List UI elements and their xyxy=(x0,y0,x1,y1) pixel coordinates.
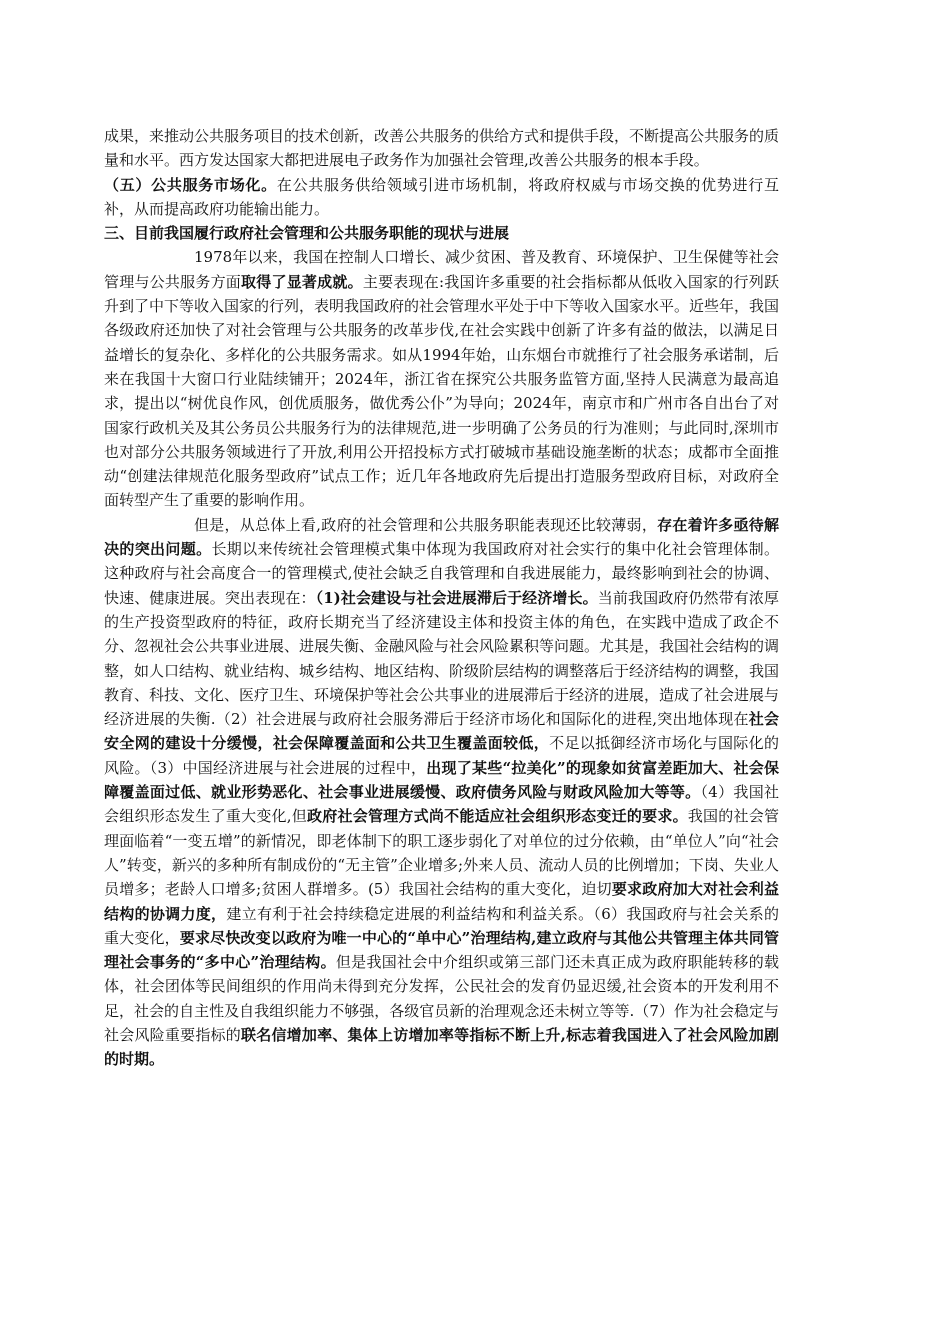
paragraph-text: 但是我国社会中介组织或第三部门还未真正成为政府职能转移的载体，社会团体等民间组织的作用尚未得到充分发挥，公民社会的发育仍显迟缓,社会资本的开发利用不足，社会的自主性及自我组织能力不够强，各级官员新的治理观念还未树立等等.（7）作为社会稳定与社会风险重要指标的 xyxy=(104,953,779,1044)
section-heading-3: 三、目前我国履行政府社会管理和公共服务职能的现状与进展 xyxy=(104,224,510,243)
bold-phrase: 联名信增加率、集体上访增加率等指标不断上升,标志着我国进入了社会风险加剧的时期。 xyxy=(104,1025,779,1069)
bold-phrase: 出现了某些“拉美化”的现象如贫富差距加大、社会保障覆盖面过低、就业形势恶化、社会事业进展缓慢、政府债务风险与财政风险加大等等。 xyxy=(104,758,780,802)
paragraph-text: 长期以来传统社会管理模式集中体现为我国政府对社会实行的集中化社会管理体制。这种政府与社会高度合一的管理模式,使社会缺乏自我管理和自我进展能力，最终影响到社会的协调、快速、健康进展。突出表现在： xyxy=(104,540,779,607)
bold-phrase: 社会安全网的建设十分缓慢，社会保障覆盖面和公共卫生覆盖面较低， xyxy=(104,710,779,753)
paragraph-text: 成果，来推动公共服务项目的技术创新，改善公共服务的供给方式和提供手段，不断提高公共服务的质量和水平。西方发达国家大都把进展电子政务作为加强社会管理,改善公共服务的根本手段。 xyxy=(104,127,780,170)
bold-phrase: 要求尽快改变以政府为唯一中心的“单中心”治理结构,建立政府与其他公共管理主体共同管理社会事务的“多中心”治理结构。 xyxy=(104,928,779,972)
paragraph-text: 当前我国政府仍然带有浓厚的生产投资型政府的特征，政府长期充当了经济建设主体和投资主体的角色，在实践中造成了政企不分、忽视社会公共事业进展、进展失衡、金融风险与社会风险累积等问题。尤其是，我国社会结构的调整，如人口结构、就业结构、城乡结构、地区结构、阶级阶层结构的调整落后于经济结构的调整，我国教育、科技、文化、医疗卫生、环境保护等社会公共事业的进展滞后于经济的进展，造成了社会进展与经济进展的失衡.（2）社会进展与政府社会服务滞后于经济市场化和国际化的进程,突出地体现在 xyxy=(104,588,780,729)
paragraph-marketization xyxy=(104,173,779,222)
paragraph-achievements xyxy=(104,245,779,512)
paragraph-text: 我国的社会管理面临着“一变五增”的新情况，即老体制下的职工逐步弱化了对单位的过分依赖，由“单位人”向“社会人”转变，新兴的多种所有制成份的“无主管”企业增多;外来人员、流动人员的比例增加；下岗、失业人员增多；老龄人口增多;贫困人群增多。(5）我国社会结构的重大变化，迫切 xyxy=(104,807,779,899)
paragraph-text: 但是，从总体上看,政府的社会管理和公共服务职能表现还比较薄弱， xyxy=(194,515,658,534)
paragraph-egovernment xyxy=(104,124,779,173)
bold-phrase: 取得了显著成就。 xyxy=(241,272,363,291)
bold-phrase: 政府社会管理方式尚不能适应社会组织形态变迁的要求。 xyxy=(307,807,688,826)
paragraph-text: （4）我国社会组织形态发生了重大变化,但 xyxy=(104,783,779,826)
paragraph-problems xyxy=(104,513,779,1072)
bold-phrase: 存在着许多亟待解决的突出问题。 xyxy=(104,515,779,559)
bold-phrase: 要求政府加大对社会利益结构的协调力度， xyxy=(104,880,779,923)
paragraph-text: 在公共服务供给领域引进市场机制，将政府权威与市场交换的优势进行互补，从而提高政府功能输出能力。 xyxy=(104,175,779,218)
paragraph-text: 不足以抵御经济市场化与国际化的风险。（3）中国经济进展与社会进展的过程中， xyxy=(104,734,779,777)
paragraph-text: 建立有利于社会持续稳定进展的利益结构和利益关系。（6）我国政府与社会关系的重大变化， xyxy=(104,904,779,947)
section-subheading: （五）公共服务市场化。 xyxy=(104,175,277,194)
paragraph-text: 1978年以来，我国在控制人口增长、减少贫困、普及教育、环境保护、卫生保健等社会管理与公共服务方面 xyxy=(104,248,779,291)
paragraph-text: 主要表现在:我国许多重要的社会指标都从低收入国家的行列跃升到了中下等收入国家的行列，表明我国政府的社会管理水平处于中下等收入国家水平。近些年，我国各级政府还加快了对社会管理与公共服务的改革步伐,在社会实践中创新了许多有益的做法，以满足日益增长的复杂化、多样化的公共服务需求。如从1994年始，山东烟台市就推行了社会服务承诺制，后来在我国十大窗口行业陆续铺开；2024年，浙江省在探究公共服务监管方面,坚持人民满意为最高追求，提出以“树优良作风，创优质服务，做优秀公仆”为导向；2024年，南京市和广州市各自出台了对国家行政机关及其公务员公共服务行为的法律规范,进一步明确了公务员的行为准则；与此同时,深圳市也对部分公共服务领域进行了开放,利用公开招投标方式打破城市基础设施垄断的状态；成都市全面推动“创建法律规范化服务型政府”试点工作；近几年各地政府先后提出打造服务型政府目标，对政府全面转型产生了重要的影响作用。 xyxy=(104,272,780,510)
document-page xyxy=(104,124,779,1072)
bold-phrase: （1)社会建设与社会进展滞后于经济增长。 xyxy=(315,588,598,607)
